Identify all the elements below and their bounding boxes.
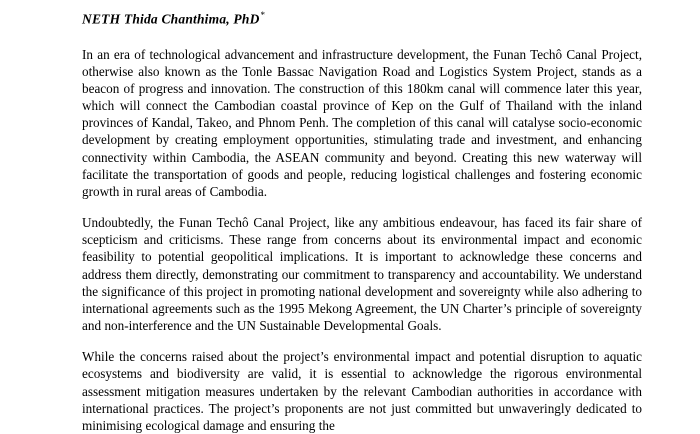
footnote-marker: * — [260, 10, 266, 20]
paragraph-2: Undoubtedly, the Funan Techô Canal Project, like any ambitious endeavour, has faced its fair share of scepticism and criticisms. These range from concerns about its environmental impact and economic feasibility to potential geopolitical implications. It is important to acknowledge these concerns and address them directly, demonstrating our commitment to transparency and accountability. We understand the significance of this project in promoting national development and sovereignty while also adhering to international agreements such as the 1995 Mekong Agreement, the UN Charter’s principle of sovereignty and non-interference and the UN Sustainable Developmental Goals. — [82, 215, 642, 334]
author-byline — [82, 10, 642, 28]
paragraph-1: In an era of technological advancement and infrastructure development, the Funan Techô Canal Project, otherwise also known as the Tonle Bassac Navigation Road and Logistics System Project, stands as a beacon of progress and innovation. The construction of this 180km canal will commence later this year, which will connect the Cambodian coastal province of Kep on the Gulf of Thailand with the inland provinces of Kandal, Takeo, and Phnom Penh. The completion of this canal will catalyse socio-economic development by creating employment opportunities, stimulating trade and investment, and enhancing connectivity within Cambodia, the ASEAN community and beyond. Creating this new waterway will facilitate the transportation of goods and people, reducing logistical challenges and fostering economic growth in rural areas of Cambodia. — [82, 46, 642, 199]
paragraph-3: While the concerns raised about the project’s environmental impact and potential disruption to aquatic ecosystems and biodiversity are valid, it is essential to acknowledge the rigorous environmental assessment mitigation measures undertaken by the relevant Cambodian authorities in accordance with international practices. The project’s proponents are not just committed but unwaveringly dedicated to minimising ecological damage and ensuring the — [82, 349, 642, 433]
author-name: NETH Thida Chanthima, PhD — [82, 11, 260, 27]
